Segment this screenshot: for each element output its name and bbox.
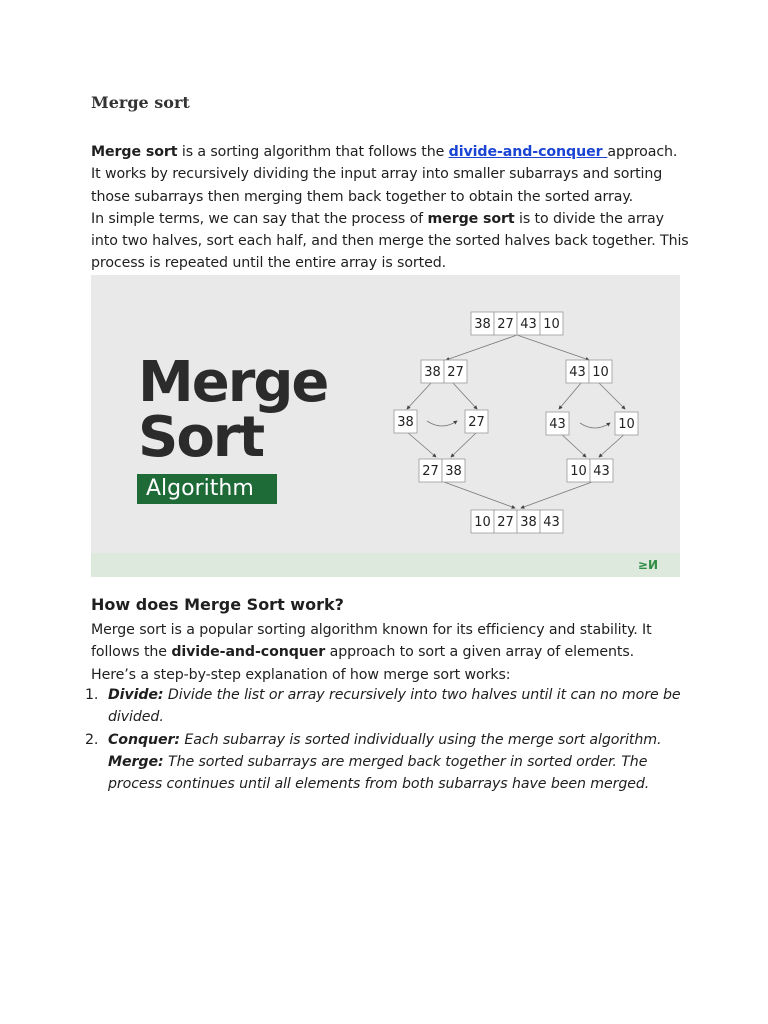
section-text-3: Here’s a step-by-step explanation of how merge sort works:: [91, 666, 511, 683]
section-paragraph: [91, 619, 691, 686]
node-value: 27: [497, 515, 514, 530]
intro-text-1: is a sorting algorithm that follows the: [177, 144, 449, 160]
section-heading: How does Merge Sort work?: [91, 595, 344, 614]
swap-arrow-right: [580, 423, 610, 428]
node-value: 10: [474, 515, 491, 530]
node-value: 43: [569, 365, 586, 380]
figure-heading-sort: Sort: [138, 405, 264, 470]
merge-sort-diagram: [91, 275, 680, 553]
page-title: Merge sort: [91, 93, 190, 112]
section-text-2: approach to sort a given array of elements.: [325, 644, 635, 661]
step-number: 1.: [85, 687, 99, 703]
edge-rr-rm: [599, 432, 627, 457]
intro-term-2: merge sort: [427, 210, 515, 227]
steps-list: [85, 684, 691, 795]
intro-text-2: approach. It works by recursively dividing the input array into smaller subarrays and sorting those subarrays then merging them back together to obtain the sorted array.: [91, 144, 678, 205]
figure-footer-strip: [91, 553, 680, 577]
edge-lm-final: [444, 482, 515, 508]
node-value: 38: [520, 515, 537, 530]
edge-root-left: [446, 335, 517, 360]
node-rl: [546, 412, 569, 435]
node-final: [471, 510, 563, 533]
step-conquer: [85, 729, 691, 796]
step-term-merge: Merge:: [108, 753, 164, 770]
edge-left-lr: [453, 383, 477, 409]
node-left: [421, 360, 467, 383]
step-term: Conquer:: [108, 731, 181, 748]
merge-sort-figure: [91, 275, 680, 577]
step-divide: [85, 684, 691, 729]
node-value: 27: [468, 415, 485, 430]
intro-text-3: In simple terms, we can say that the process of: [91, 210, 428, 227]
edge-left-ll: [407, 383, 431, 409]
node-lr: [465, 410, 488, 433]
divide-and-conquer-link[interactable]: divide-and-conquer: [448, 144, 608, 160]
node-value: 38: [445, 464, 462, 479]
edge-right-rr: [599, 383, 625, 409]
node-value: 38: [397, 415, 414, 430]
step-text-merge: The sorted subarrays are merged back together in sorted order. The process continues until all elements from both subarrays have been merged.: [108, 753, 650, 793]
node-value: 10: [592, 365, 609, 380]
algorithm-badge: Algorithm: [137, 474, 277, 504]
node-ll: [394, 410, 417, 433]
edge-ll-lm: [407, 432, 436, 457]
node-rm: [567, 459, 613, 482]
node-right: [566, 360, 612, 383]
node-value: 10: [543, 317, 560, 332]
edge-rl-rm: [559, 432, 586, 457]
node-value: 43: [549, 417, 566, 432]
intro-term: Merge sort: [91, 144, 178, 160]
step-term: Divide:: [108, 687, 164, 703]
edge-right-rl: [559, 383, 581, 409]
node-value: 27: [497, 317, 514, 332]
edge-root-right: [517, 335, 589, 360]
section-text-1: Merge sort is a popular sorting algorithm known for its efficiency and stability. It follows the: [91, 622, 652, 661]
intro-text-4: is to divide the array into two halves, sort each half, and then merge the sorted halves back together. This process is repeated until the entire array is sorted.: [91, 210, 689, 272]
node-value: 38: [474, 317, 491, 332]
step-number: 2.: [85, 731, 99, 748]
node-value: 43: [520, 317, 537, 332]
step-text: Each subarray is sorted individually using the merge sort algorithm.: [180, 731, 662, 748]
node-root: [471, 312, 563, 335]
step-text: Divide the list or array recursively into two halves until it can no more be divided.: [108, 687, 681, 726]
diagram-nodes: [394, 312, 638, 533]
section-term: divide-and-conquer: [171, 644, 326, 661]
intro-paragraph: [91, 141, 691, 275]
node-value: 43: [543, 515, 560, 530]
node-value: 27: [447, 365, 464, 380]
edge-lr-lm: [451, 432, 477, 457]
node-value: 38: [424, 365, 441, 380]
node-value: 43: [593, 464, 610, 479]
gfg-logo-icon: ≥И: [637, 558, 658, 572]
node-lm: [419, 459, 465, 482]
edge-rm-final: [521, 482, 592, 508]
node-value: 10: [618, 417, 635, 432]
node-value: 10: [570, 464, 587, 479]
node-rr: [615, 412, 638, 435]
swap-arrow-left: [427, 421, 457, 426]
node-value: 27: [422, 464, 439, 479]
figure-heading-merge: Merge: [138, 350, 328, 415]
